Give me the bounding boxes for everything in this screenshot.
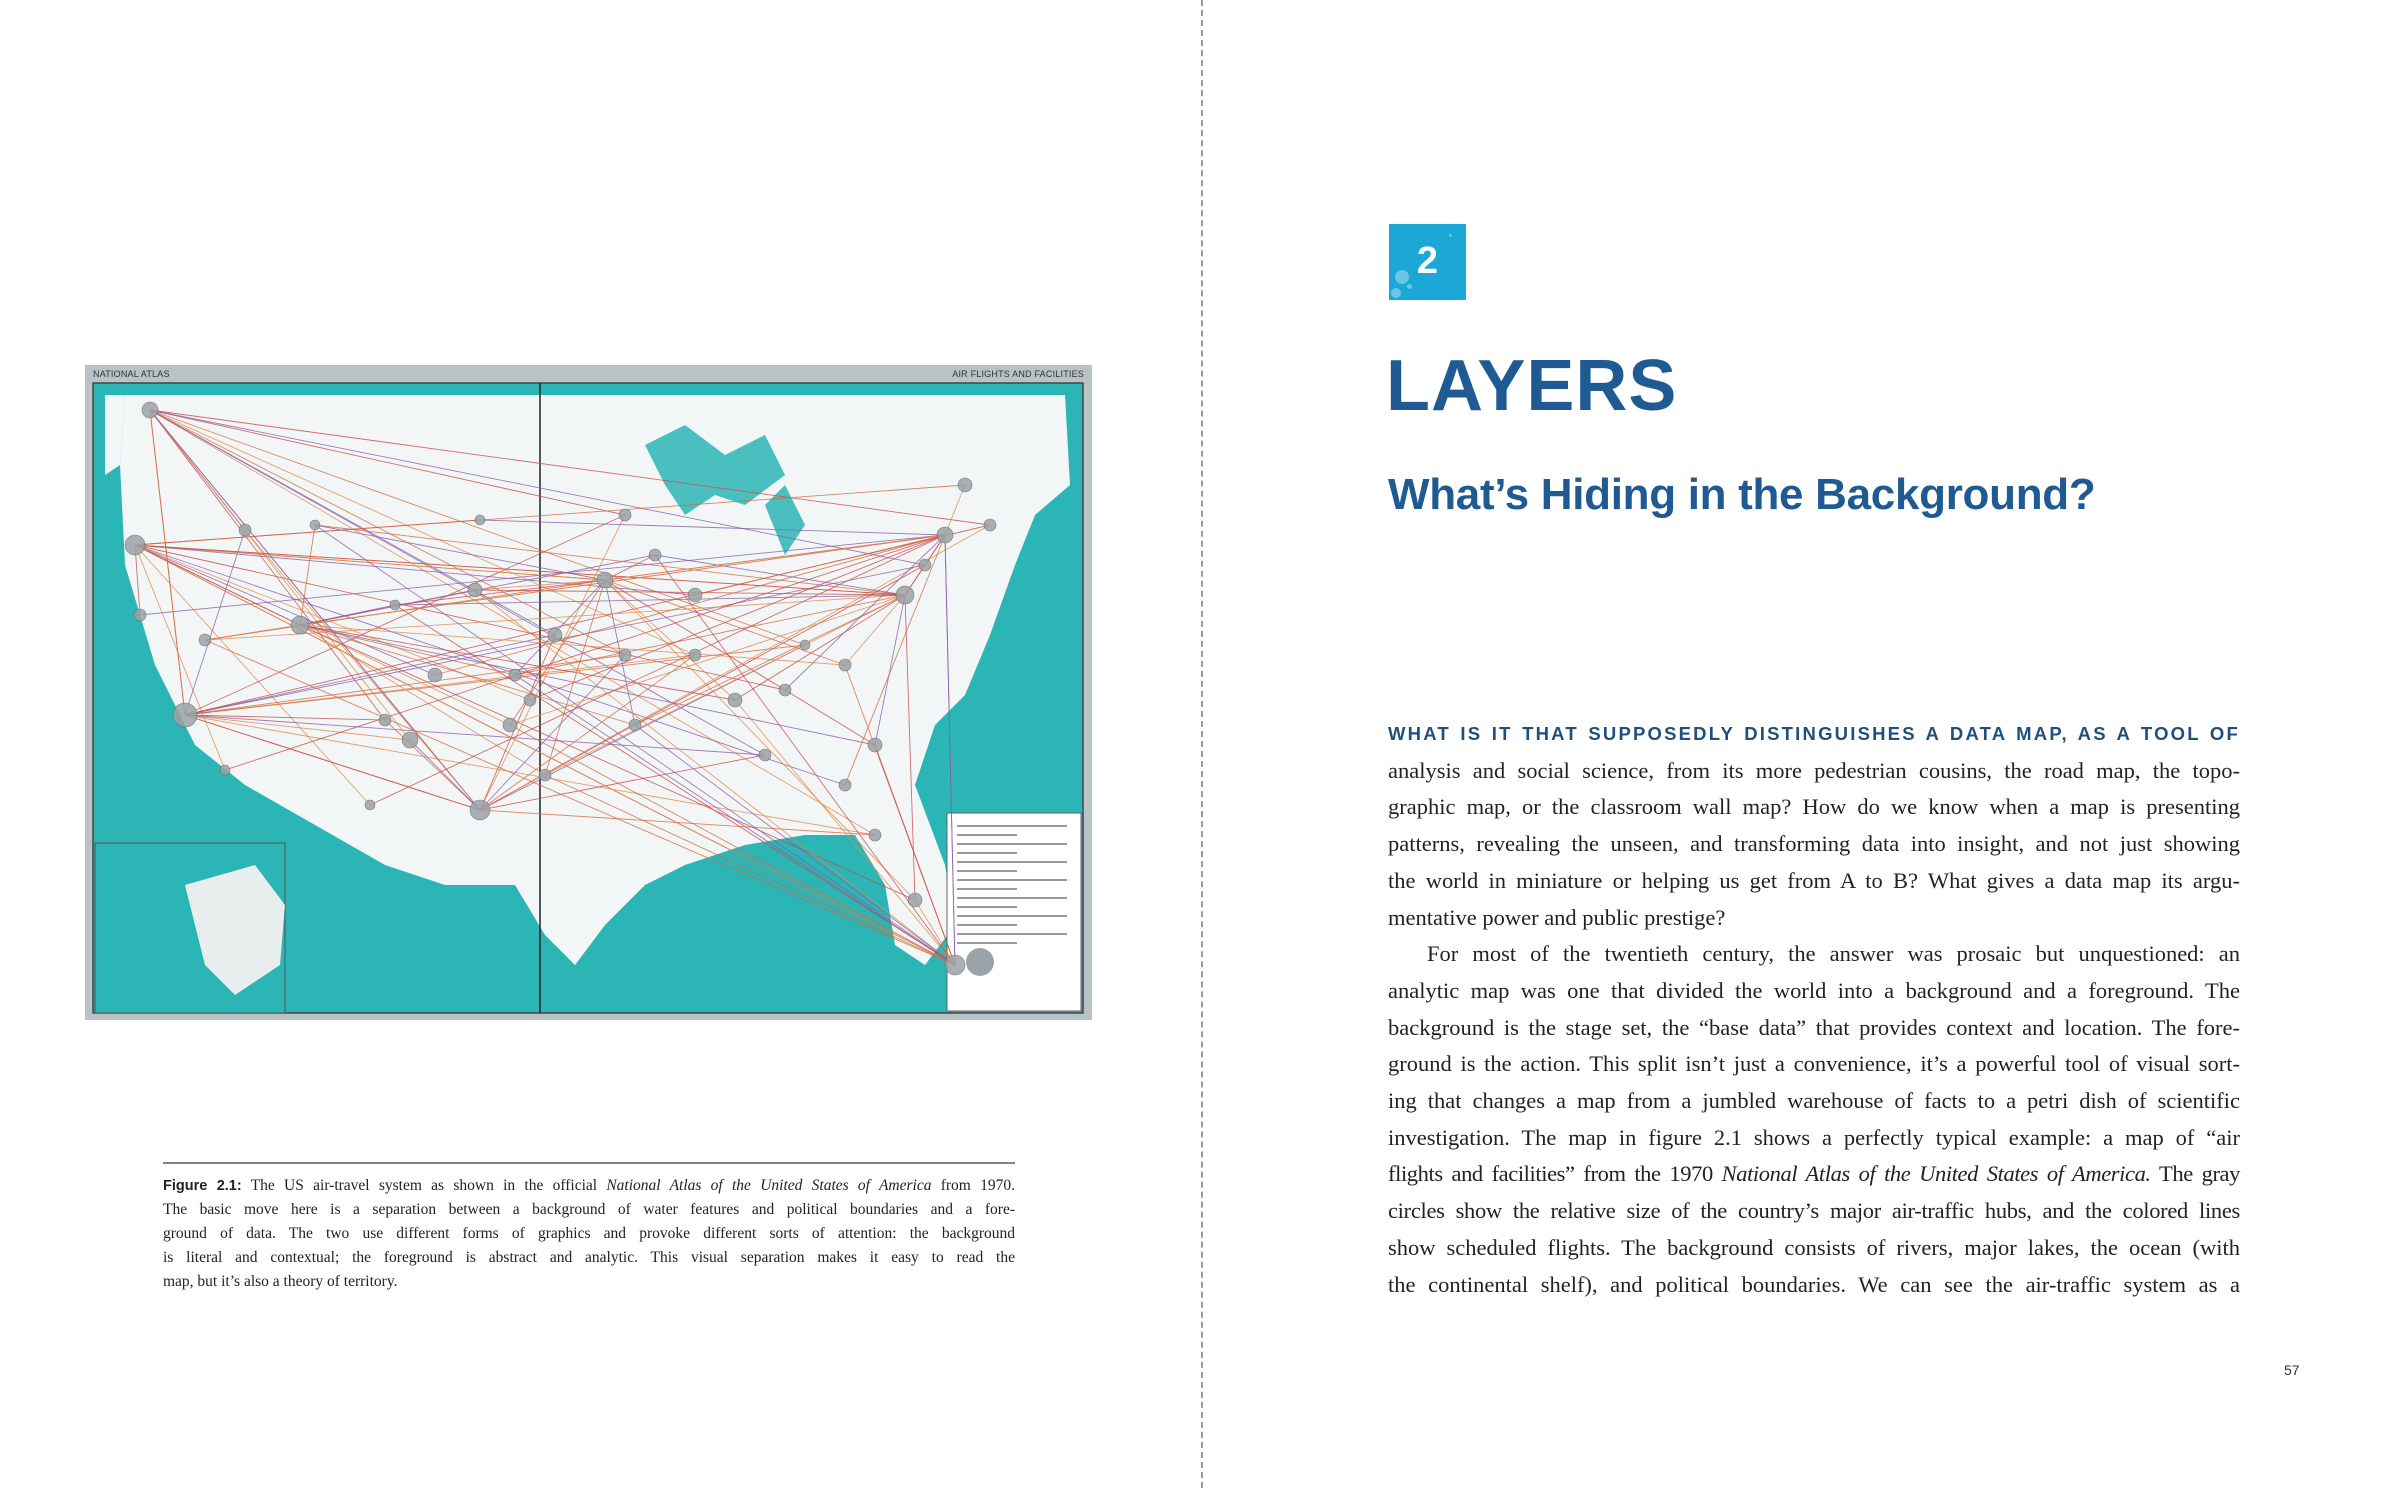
page-number: 57 bbox=[2284, 1362, 2300, 1378]
body-text-segment: flights and facilities” from the 1970 bbox=[1388, 1161, 1713, 1187]
body-line: mentative power and public prestige? bbox=[1388, 904, 1726, 930]
air-traffic-hub bbox=[475, 515, 485, 525]
air-traffic-hub bbox=[649, 549, 661, 561]
air-traffic-hub bbox=[142, 402, 158, 418]
air-traffic-hub bbox=[919, 559, 931, 571]
air-traffic-hub bbox=[468, 583, 482, 597]
air-traffic-hub bbox=[868, 738, 882, 752]
air-traffic-hub bbox=[239, 524, 251, 536]
air-traffic-hub bbox=[390, 600, 400, 610]
air-traffic-hub bbox=[524, 694, 536, 706]
legend-text-line bbox=[957, 915, 1067, 917]
chapter-title: LAYERS bbox=[1386, 346, 1678, 426]
air-traffic-hub bbox=[937, 527, 953, 543]
air-traffic-hub bbox=[470, 800, 490, 820]
air-traffic-hub bbox=[379, 714, 391, 726]
legend-text-line bbox=[957, 861, 1067, 863]
legend-text-line bbox=[957, 888, 1017, 890]
map-header-left: NATIONAL ATLAS bbox=[93, 369, 170, 379]
legend-text-line bbox=[957, 852, 1017, 854]
body-text-segment: The gray bbox=[2159, 1161, 2240, 1187]
air-traffic-hub bbox=[365, 800, 375, 810]
air-traffic-hub bbox=[220, 765, 230, 775]
body-line: the continental shelf), and political boundaries. We can see the air-traffic system as a bbox=[1388, 1271, 2240, 1297]
legend-text-line bbox=[957, 933, 1067, 935]
caption-line: ground of data. The two use different forms of graphics and provoke different sorts of attention: the background bbox=[163, 1225, 1015, 1242]
body-line: the world in miniature or helping us get from A to B? What gives a data map its argu- bbox=[1388, 867, 2240, 893]
legend-text-line bbox=[957, 924, 1017, 926]
air-traffic-hub bbox=[759, 749, 771, 761]
air-traffic-hub bbox=[800, 640, 810, 650]
caption-label: Figure 2.1: bbox=[163, 1178, 242, 1194]
legend-text-line bbox=[957, 834, 1017, 836]
air-traffic-hub bbox=[839, 659, 851, 671]
body-line: investigation. The map in figure 2.1 shows a perfectly typical example: a map of “air bbox=[1388, 1124, 2240, 1150]
caption-line: map, but it’s also a theory of territory. bbox=[163, 1273, 398, 1290]
body-line: patterns, revealing the unseen, and transforming data into insight, and not just showing bbox=[1388, 831, 2240, 857]
body-text bbox=[1388, 716, 2240, 1303]
map-graphic bbox=[85, 365, 1092, 1020]
air-traffic-hub bbox=[779, 684, 791, 696]
air-traffic-hub bbox=[958, 478, 972, 492]
body-line: analysis and social science, from its more pedestrian cousins, the road map, the topo- bbox=[1388, 757, 2240, 783]
body-line: ing that changes a map from a jumbled warehouse of facts to a petri dish of scientific bbox=[1388, 1088, 2240, 1114]
figure-caption bbox=[163, 1174, 1015, 1294]
body-italic-title: National Atlas of the United States of America. bbox=[1721, 1161, 2151, 1187]
air-traffic-hub bbox=[310, 520, 320, 530]
caption-line: The basic move here is a separation between a background of water features and political boundaries and a fore- bbox=[163, 1201, 1015, 1218]
air-traffic-hub bbox=[428, 668, 442, 682]
body-line: analytic map was one that divided the world into a background and a foreground. The bbox=[1388, 977, 2240, 1003]
air-traffic-hub bbox=[869, 829, 881, 841]
air-traffic-hub bbox=[125, 535, 145, 555]
air-traffic-hub bbox=[896, 586, 914, 604]
air-traffic-hub bbox=[728, 693, 742, 707]
chapter-number-badge bbox=[1389, 224, 1466, 300]
air-traffic-hub bbox=[509, 669, 521, 681]
air-traffic-hub bbox=[597, 572, 613, 588]
legend-text-line bbox=[957, 906, 1017, 908]
lead-in: WHAT IS IT THAT SUPPOSEDLY DISTINGUISHES A DATA MAP, AS A TOOL OF bbox=[1388, 723, 2240, 744]
air-traffic-hub bbox=[173, 703, 197, 727]
map-header-right: AIR FLIGHTS AND FACILITIES bbox=[952, 369, 1084, 379]
caption-text: The US air-travel system as shown in the official bbox=[250, 1177, 598, 1194]
air-traffic-hub bbox=[539, 769, 551, 781]
body-line: For most of the twentieth century, the answer was prosaic but unquestioned: an bbox=[1427, 941, 2240, 967]
air-traffic-hub bbox=[291, 616, 309, 634]
chapter-subtitle: What’s Hiding in the Background? bbox=[1388, 470, 2096, 519]
air-traffic-hub bbox=[629, 719, 641, 731]
air-traffic-hub bbox=[619, 649, 631, 661]
air-traffic-hub bbox=[134, 609, 146, 621]
legend-hub-symbol bbox=[966, 948, 994, 976]
chapter-number: 2 bbox=[1416, 240, 1439, 282]
caption-italic-title: National Atlas of the United States of America bbox=[606, 1177, 932, 1194]
legend-text-line bbox=[957, 879, 1067, 881]
air-traffic-hub bbox=[945, 955, 965, 975]
figure-map-air-flights bbox=[85, 365, 1092, 1020]
air-traffic-hub bbox=[199, 634, 211, 646]
air-traffic-hub bbox=[984, 519, 996, 531]
body-line: circles show the relative size of the country’s major air-traffic hubs, and the colored lines bbox=[1388, 1198, 2240, 1224]
legend-text-line bbox=[957, 825, 1067, 827]
legend-text-line bbox=[957, 870, 1017, 872]
body-line: show scheduled flights. The background consists of rivers, major lakes, the ocean (with bbox=[1388, 1234, 2240, 1260]
body-line: graphic map, or the classroom wall map? How do we know when a map is presenting bbox=[1388, 794, 2240, 820]
legend-text-line bbox=[957, 843, 1067, 845]
body-line: ground is the action. This split isn’t just a convenience, it’s a powerful tool of visual sort- bbox=[1388, 1051, 2240, 1077]
air-traffic-hub bbox=[908, 893, 922, 907]
air-traffic-hub bbox=[402, 732, 418, 748]
legend-text-line bbox=[957, 942, 1017, 944]
caption-line: is literal and contextual; the foreground is abstract and analytic. This visual separation makes it easy to read the bbox=[163, 1249, 1015, 1266]
air-traffic-hub bbox=[689, 649, 701, 661]
caption-text: from 1970. bbox=[940, 1177, 1015, 1194]
page-gutter bbox=[1201, 0, 1203, 1488]
caption-rule bbox=[163, 1162, 1015, 1164]
air-traffic-hub bbox=[548, 628, 562, 642]
body-line: background is the stage set, the “base data” that provides context and location. The fore- bbox=[1388, 1014, 2240, 1040]
air-traffic-hub bbox=[688, 588, 702, 602]
air-traffic-hub bbox=[839, 779, 851, 791]
air-traffic-hub bbox=[503, 718, 517, 732]
air-traffic-hub bbox=[619, 509, 631, 521]
legend-text-line bbox=[957, 897, 1067, 899]
